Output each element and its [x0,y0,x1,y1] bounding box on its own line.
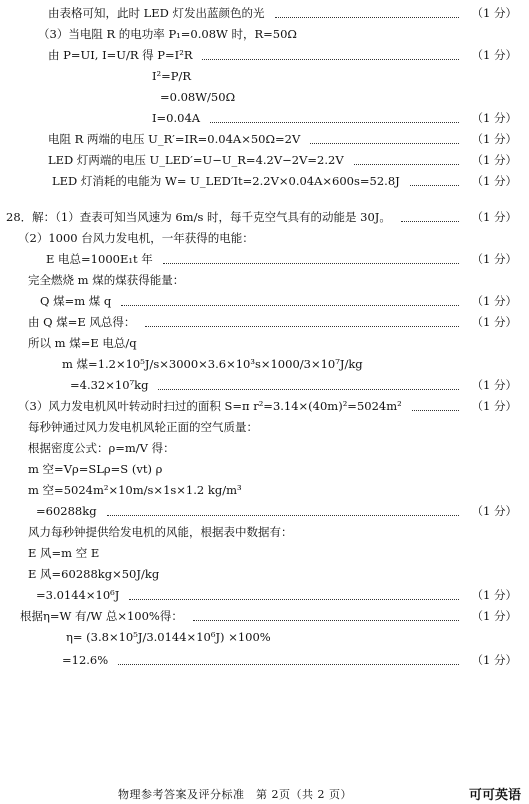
solution-line: E 电总=1000E₁t 年 [46,252,153,266]
solution-line: 由 P=UI, I=U/R 得 P=I²R [48,48,193,62]
solution-line: 由 Q 煤=E 风总得： [28,315,136,329]
score-mark: （1 分） [471,294,517,308]
leader-dots [121,305,459,306]
score-mark: （1 分） [471,399,517,413]
solution-line: 电阻 R 两端的电压 U_R′=IR=0.04A×50Ω=2V [48,132,301,146]
solution-line: Q 煤=m 煤 q [40,294,112,308]
solution-line: （2）1000 台风力发电机，一年获得的电能： [18,231,254,245]
score-mark: （1 分） [471,111,517,125]
solution-line: m 空=Vρ=SLρ=S (vt) ρ [28,462,163,476]
solution-line: LED 灯两端的电压 U_LED′=U−U_R=4.2V−2V=2.2V [48,153,344,167]
score-mark: （1 分） [471,6,517,20]
leader-dots [354,164,459,165]
solution-line: （3）当电阻 R 的电功率 P₁=0.08W 时，R=50Ω [38,27,297,41]
leader-dots [202,59,459,60]
leader-dots [107,515,459,516]
solution-line: =4.32×10⁷kg [70,378,149,392]
solution-line: 28．解：（1）查表可知当风速为 6m/s 时，每千克空气具有的动能是 30J。 [6,210,391,224]
score-mark: （1 分） [471,132,517,146]
leader-dots [145,326,459,327]
score-mark: （1 分） [471,653,517,667]
solution-line: =12.6% [62,653,109,667]
score-mark: （1 分） [471,252,517,266]
solution-line: 完全燃烧 m 煤的煤获得能量： [28,273,185,287]
leader-dots [210,122,459,123]
score-mark: （1 分） [471,153,517,167]
solution-line: I²=P/R [152,69,192,83]
solution-line: m 空=5024m²×10m/s×1s×1.2 kg/m³ [28,483,242,497]
solution-line: η= (3.8×10⁵J/3.0144×10⁶J) ×100% [66,630,271,644]
leader-dots [410,185,459,186]
score-mark: （1 分） [471,609,517,623]
score-mark: （1 分） [471,210,517,224]
solution-line: m 煤=1.2×10⁵J/s×3000×3.6×10³s×1000/3×10⁷J/kg [62,357,363,371]
solution-line: 根据密度公式：ρ=m/V 得： [28,441,175,455]
score-mark: （1 分） [471,378,517,392]
solution-line: 所以 m 煤=E 电总/q [28,336,137,350]
leader-dots [158,389,459,390]
score-mark: （1 分） [471,588,517,602]
solution-line: 根据η=W 有/W 总×100%得： [20,609,183,623]
watermark-logo: 可可英语 [468,788,521,803]
leader-dots [310,143,459,144]
page-footer: 物理参考答案及评分标准 第 2页（共 2 页） [118,788,352,801]
leader-dots [129,599,459,600]
solution-line: I=0.04A [152,111,201,125]
solution-line: 风力每秒钟提供给发电机的风能，根据表中数据有： [28,525,293,539]
solution-line: =60288kg [36,504,97,518]
solution-line: =0.08W/50Ω [160,90,236,104]
leader-dots [163,263,459,264]
solution-line: 由表格可知，此时 LED 灯发出蓝颜色的光 [48,6,265,20]
score-mark: （1 分） [471,174,517,188]
solution-line: =3.0144×10⁶J [36,588,120,602]
leader-dots [412,410,459,411]
solution-line: 每秒钟通过风力发电机风轮正面的空气质量： [28,420,258,434]
score-mark: （1 分） [471,315,517,329]
solution-line: E 风=m 空 E [28,546,100,560]
score-mark: （1 分） [471,504,517,518]
leader-dots [275,17,459,18]
solution-line: LED 灯消耗的电能为 W= U_LED′It=2.2V×0.04A×600s=52.8J [52,174,400,188]
leader-dots [401,221,459,222]
leader-dots [118,664,459,665]
score-mark: （1 分） [471,48,517,62]
solution-line: （3）风力发电机风叶转动时扫过的面积 S=π r²=3.14×(40m)²=5024m² [18,399,402,413]
solution-line: E 风=60288kg×50J/kg [28,567,160,581]
leader-dots [193,620,459,621]
